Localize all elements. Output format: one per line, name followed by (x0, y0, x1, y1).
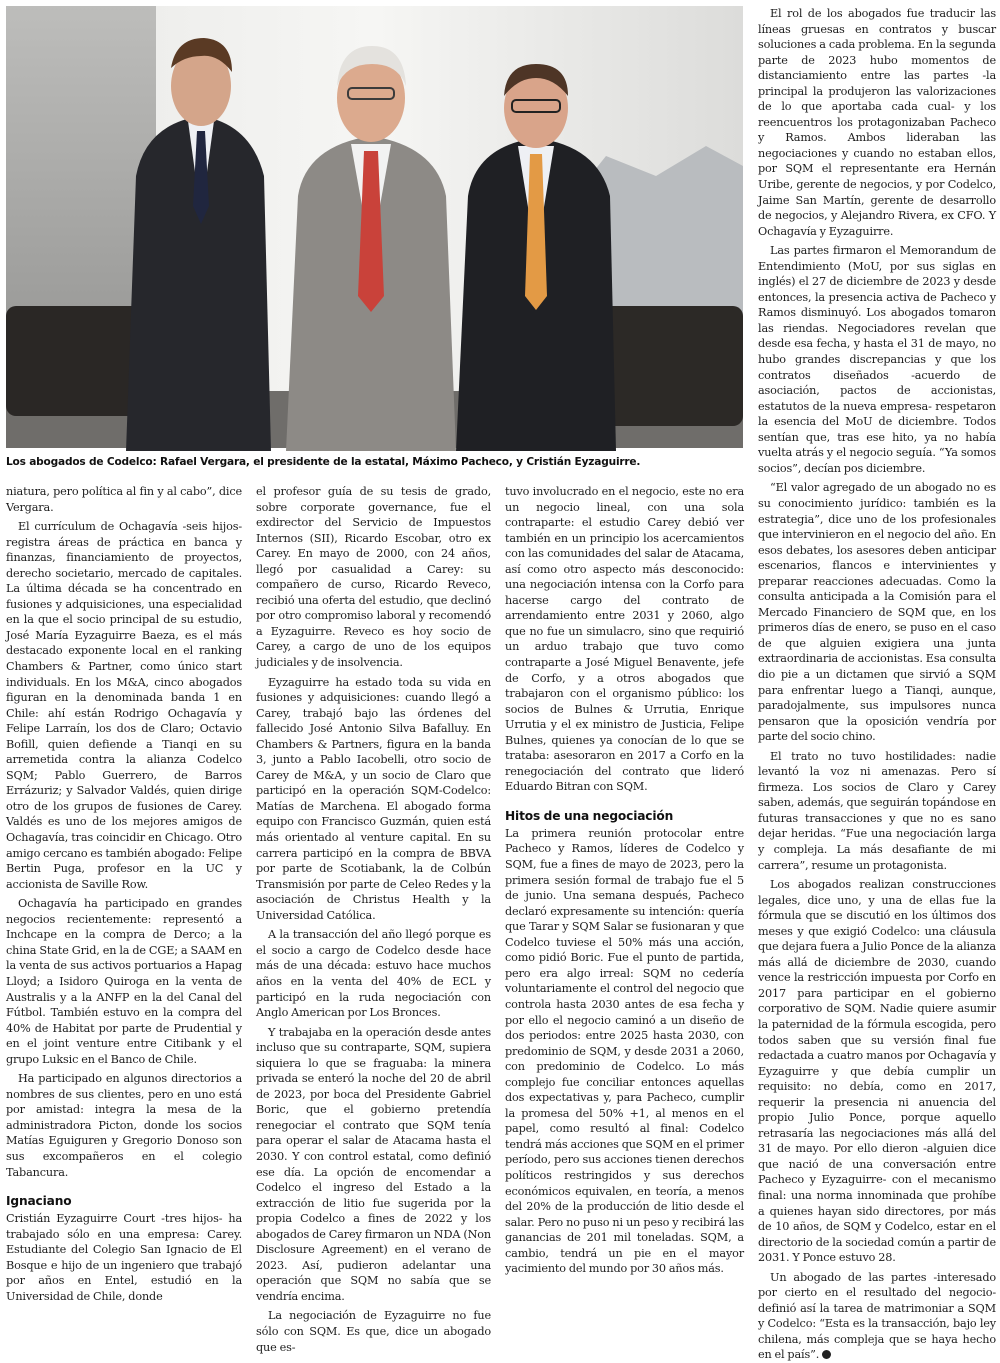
paragraph: El currículum de Ochagavía -seis hijos- registra áreas de práctica en banca y finanzas, financiamiento de proyectos, derecho societario, mercado de capitales. La última década se ha concentrado en fusiones y adquisiciones, una especialidad en la que el socio principal de su estudio, José María Eyzaguirre Baeza, es el más destacado exponente local en el ranking Chambers & Partner, como único start individuals. En los M&A, cinco abogados figuran en la denominada banda 1 en Chile: ahí están Rodrigo Ochagavía y Felipe Larraín, los dos de Claro; Octavio Bofill, quien defiende a Tianqi en su arremetida contra la alianza Codelco SQM; Pablo Guerrero, de Barros Errázuriz; y Salvador Valdés, quien dirige otro de los grupos de fusiones de Carey. Valdés es uno de los mejores amigos de Ochagavía, tras coincidir en Chicago. Otro amigo cercano es también abogado: Felipe Bertin Puga, profesor en la UC y accionista de Saville Row. (6, 520, 242, 891)
paragraph: El rol de los abogados fue traducir las líneas gruesas en contratos y buscar soluciones a cada problema. En la segunda parte de 2023 hubo momentos de distanciamiento entre las partes -la principal la produjeron las valorizaciones de lo que aportaba cada cual- y los reencuentros los protagonizaban Pacheco y Ramos. Ambos lideraban las negociaciones y cuando no estaban ellos, por SQM el representante era Hernán Uribe, gerente de negocios, y por Codelco, Jaime San Martín, gerente de desarrollo de negocios, y Alejandro Rivera, ex CFO. Y Ochagavía y Eyzaguirre. (758, 7, 996, 238)
paragraph: tuvo involucrado en el negocio, este no era un negocio lineal, con una sola contraparte: el estudio Carey debió ver también en un principio los acercamientos con las comunidades del salar de Atacama, así como otro aspecto más desconocido: una negociación intensa con la Corfo para hacerse cargo del contrato de arrendamiento entre 2031 y 2060, algo que no fue un simulacro, sino que requirió un arduo trabajo que tuvo como contraparte a José Miguel Benavente, jefe de Corfo, y a otros abogados que trabajaron con el organismo público: los socios de Bulnes & Urrutia, Enrique Urrutia y el ex ministro de Justicia, Felipe Bulnes, quienes ya conocían de lo que se trataba: asesoraron en 2017 a Corfo en la renegociación del contrato que lideró Eduardo Bitran con SQM. (505, 485, 744, 794)
paragraph: La negociación de Eyzaguirre no fue sólo con SQM. Es que, dice un abogado que es- (256, 1309, 491, 1354)
paragraph: Y trabajaba en la operación desde antes incluso que su contraparte, SQM, supiera siquiera lo que se fraguaba: la minera privada se enteró la noche del 20 de abril de 2023, por boca del Presidente Gabriel Boric, que el gobierno pretendía renegociar el contrato que SQM tenía para operar el salar de Atacama hasta el 2030. Y con control estatal, como definió ese día. La opción de encomendar a Codelco el ingreso del Estado a la extracción de litio fue sugerida por la propia Codelco a fines de 2022 y los abogados de Carey firmaron un NDA (Non Disclosure Agreement) en el verano de 2023. Así, pudieron adelantar una operación que SQM no sabía que se vendría encima. (256, 1025, 491, 1303)
paragraph: La primera reunión protocolar entre Pacheco y Ramos, líderes de Codelco y SQM, fue a fines de mayo de 2023, pero la primera sesión formal de trabajo fue el 5 de junio. Una semana después, Pacheco declaró expresamente su intención: quería que Tarar y SQM Salar se fusionaran y que Codelco tuviese el 50% más una acción, como pidió Boric. Fue el punto de partida, pero era algo irreal: SQM no cedería voluntariamente el control del negocio que controla hasta 2030 antes de esa fecha y por ello el negocio caminó a un diseño de dos periodos: entre 2025 hasta 2030, con predominio de SQM, y desde 2031 a 2060, con predominio de Codelco. Lo más complejo fue conciliar entonces aquellas dos expectativas y, para Pacheco, cumplir la promesa del 50% +1, al menos en el papel, como resultó al final: Codelco tendrá más acciones que SQM en el primer período, pero sus acciones tienen derechos políticos restringidos y sus derechos económicos equivalen, en teoría, a menos del 20% de la producción de litio desde el salar. Pero no puso ni un peso y recibirá las ganancias de 201 mil toneladas. SQM, a cambio, tendrá un pie en el mayor yacimiento del mundo por 30 años más. (505, 826, 744, 1276)
article-photo (6, 6, 743, 448)
paragraph: Ha participado en algunos directorios a nombres de sus clientes, pero en uno está por amistad: integra la mesa de la administradora Picton, donde los socios Matías Eguiguren y Gregorio Donoso son sus excompañeros en el colegio Tabancura. (6, 1072, 242, 1179)
paragraph: “El valor agregado de un abogado no es su conocimiento jurídico: también es la estrategia”, dice uno de los profesionales que intervinieron en el negocio del año. En esos debates, los asesores deben anticipar escenarios, flancos e intervinientes y preparar reacciones adecuadas. Como la consulta anticipada a la Comisión para el Mercado Financiero de SQM que, en los primeros días de enero, se puso en el caso de que alguien exigiera una junta extraordinaria de accionistas. Esa consulta dio pie a un dictamen que sirvió a SQM para enfrentar luego a Tianqi, aunque, paradojalmente, sus impulsores nunca pensaron que la oposición vendría por parte del socio chino. (758, 481, 996, 744)
paragraph: A la transacción del año llegó porque es el socio a cargo de Codelco desde hace más de una década: estuvo hace muchos años en la venta del 40% de ECL y participó en la ruda negociación con Anglo American por Los Bronces. (256, 928, 491, 1020)
paragraph: Cristián Eyzaguirre Court -tres hijos- ha trabajado sólo en una empresa: Carey. Estudiante del Colegio San Ignacio de El Bosque e hijo de un ingeniero que trabajó por años en Entel, estudió en la Universidad de Chile, donde (6, 1212, 242, 1303)
paragraph: Eyzaguirre ha estado toda su vida en fusiones y adquisiciones: cuando llegó a Carey, trabajó bajo las órdenes del fallecido José Antonio Silva Bafalluy. En Chambers & Partners, figura en la banda 3, junto a Pablo Iacobelli, otro socio de Carey de M&A, y un socio de Claro que participó en la operación SQM-Codelco: Matías de Marchena. El abogado forma equipo con Francisco Guzmán, quien está más orientado al venture capital. En su carrera participó en la compra de BBVA por parte de Scotiabank, la de Colbún Transmisión por parte de Celeo Redes y la asociación de Christus Health y la Universidad Católica. (256, 675, 491, 922)
end-of-article-icon (822, 1350, 831, 1359)
paragraph: Las partes firmaron el Memorandum de Entendimiento (MoU, por sus siglas en inglés) el 27 de diciembre de 2023 y desde entonces, la presencia activa de Pacheco y Ramos disminuyó. Los abogados tomaron las riendas. Negociadores revelan que desde esa fecha, y hasta el 31 de mayo, no hubo grandes discrepancias y que los contratos diseñados -acuerdo de asociación, pactos de accionistas, estatutos de la nueva empresa- respetaron la esencia del MoU de diciembre. Todos sentían que, tras ese hito, ya no había vuelta atrás y el negocio seguía. “Ya somos socios”, decían pos diciembre. (758, 244, 996, 475)
paragraph: Los abogados realizan construcciones legales, dice uno, y una de ellas fue la fórmula que se discutió en los últimos dos meses y que exigió Codelco: una cláusula que dejara fuera a Julio Ponce de la alianza más allá de diciembre de 2030, cuando vence la restricción impuesta por Corfo en 2017 para participar en el gobierno corporativo de SQM. Nadie quiere asumir la paternidad de la fórmula escogida, pero todos saben que su versión final fue redactada a cuatro manos por Ochagavía y Eyzaguirre y que debía cumplir un requisito: no debía, como en 2017, requerir la presencia ni anuencia del propio Julio Ponce, porque aquello retrasaría las negociaciones más allá del 31 de mayo. Por ello dieron -alguien dice que nació de una conversación entre Pacheco y Eyzaguirre- con el mecanismo final: una norma innominada que prohíbe a quienes hayan sido directores, por más de 10 años, de SQM y Codelco, estar en el directorio de la sociedad común a partir de 2031. Y Ponce estuvo 28. (758, 878, 996, 1265)
paragraph: El trato no tuvo hostilidades: nadie levantó la voz ni amenazas. Pero sí firmeza. Los socios de Claro y Carey saben, además, que seguirán topándose en futuras transacciones y que no es sano dejar heridas. “Fue una negociación larga y compleja. La más desafiante de mi carrera”, resume un protagonista. (758, 749, 996, 872)
paragraph: Un abogado de las partes -interesado por cierto en el resultado del negocio- definió así la tarea de matrimoniar a SQM y Codelco: “Esta es la transacción, bajo ley chilena, más compleja que se haya hecho en el país”. (758, 1270, 996, 1362)
article-column-2 (256, 484, 491, 1354)
section-heading: Ignaciano (6, 1194, 72, 1209)
paragraph: el profesor guía de su tesis de grado, sobre corporate governance, fue el exdirector del Servicio de Impuestos Internos (SII), Ricardo Escobar, otro ex Carey. En mayo de 2000, con 24 años, llegó por casualidad a Carey: su compañero de curso, Ricardo Reveco, recibió una oferta del estudio, que declinó por otro compromiso laboral y recomendó a Eyzaguirre. Reveco es hoy socio de Carey, a cargo de uno de los equipos judiciales y de insolvencia. (256, 485, 491, 670)
section-heading: Hitos de una negociación (505, 808, 674, 823)
photo-caption: Los abogados de Codelco: Rafael Vergara, el presidente de la estatal, Máximo Pacheco, y Cristián Eyzaguirre. (6, 456, 641, 468)
paragraph: Ochagavía ha participado en grandes negocios recientemente: representó a Inchcape en la compra de Derco; a la china State Grid, en la de CGE; a SAAM en la venta de sus activos portuarios a Hapag Lloyd; a Isidoro Quiroga en la venta de Australis y a la ANFP en la del Canal del Fútbol. También estuvo en la compra del 40% de Habitat por parte de Prudential y en el joint venture entre Citibank y el grupo Luksic en el Banco de Chile. (6, 897, 242, 1066)
article-column-4 (758, 6, 996, 1362)
paragraph: niatura, pero política al fin y al cabo”, dice Vergara. (6, 485, 242, 514)
article-column-1 (6, 484, 242, 1303)
article-column-3 (505, 484, 744, 1276)
